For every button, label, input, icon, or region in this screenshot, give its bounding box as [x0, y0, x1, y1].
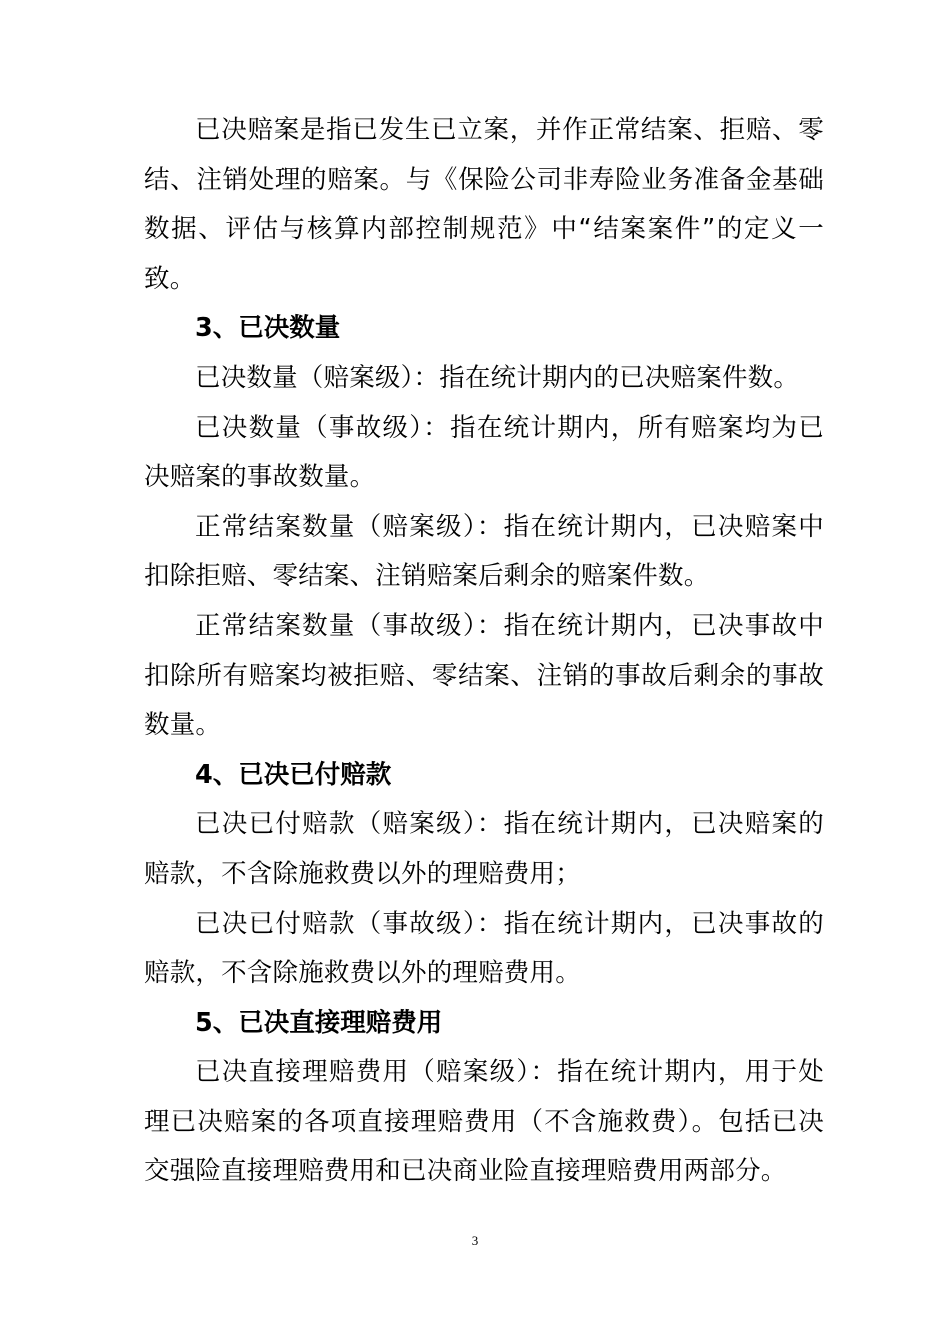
section-heading-4: 4、已决已付赔款	[195, 759, 392, 790]
paragraph-normal-closed-count-accident: 正常结案数量（事故级）：指在统计期内，已决事故中扣除所有赔案均被拒赔、零结案、注销的事故后剩余的事故数量。	[144, 610, 824, 741]
paragraph-normal-closed-count-claim: 正常结案数量（赔案级）：指在统计期内，已决赔案中扣除拒赔、零结案、注销赔案后剩余的赔案件数。	[144, 511, 824, 592]
paragraph-settled-count-accident: 已决数量（事故级）：指在统计期内，所有赔案均为已决赔案的事故数量。	[144, 412, 824, 493]
paragraph-settled-paid-accident: 已决已付赔款（事故级）：指在统计期内，已决事故的赔款，不含除施救费以外的理赔费用。	[144, 908, 824, 989]
paragraph-settled-paid-claim: 已决已付赔款（赔案级）：指在统计期内，已决赔案的赔款，不含除施救费以外的理赔费用；	[144, 809, 824, 889]
paragraph-settled-count-claim: 已决数量（赔案级）：指在统计期内的已决赔案件数。	[195, 362, 800, 393]
paragraph-settled-direct-expense: 已决直接理赔费用（赔案级）：指在统计期内，用于处理已决赔案的各项直接理赔费用（不含施救费）。包括已决交强险直接理赔费用和已决商业险直接理赔费用两部分。	[144, 1057, 824, 1187]
paragraph-definition-settled-claims: 已决赔案是指已发生已立案，并作正常结案、拒赔、零结、注销处理的赔案。与《保险公司非寿险业务准备金基础数据、评估与核算内部控制规范》中“结案案件”的定义一致。	[144, 115, 824, 294]
page-number: 3	[471, 1233, 479, 1248]
section-heading-5: 5、已决直接理赔费用	[195, 1007, 443, 1038]
section-heading-3: 3、已决数量	[195, 313, 341, 344]
document-body	[144, 106, 824, 1197]
